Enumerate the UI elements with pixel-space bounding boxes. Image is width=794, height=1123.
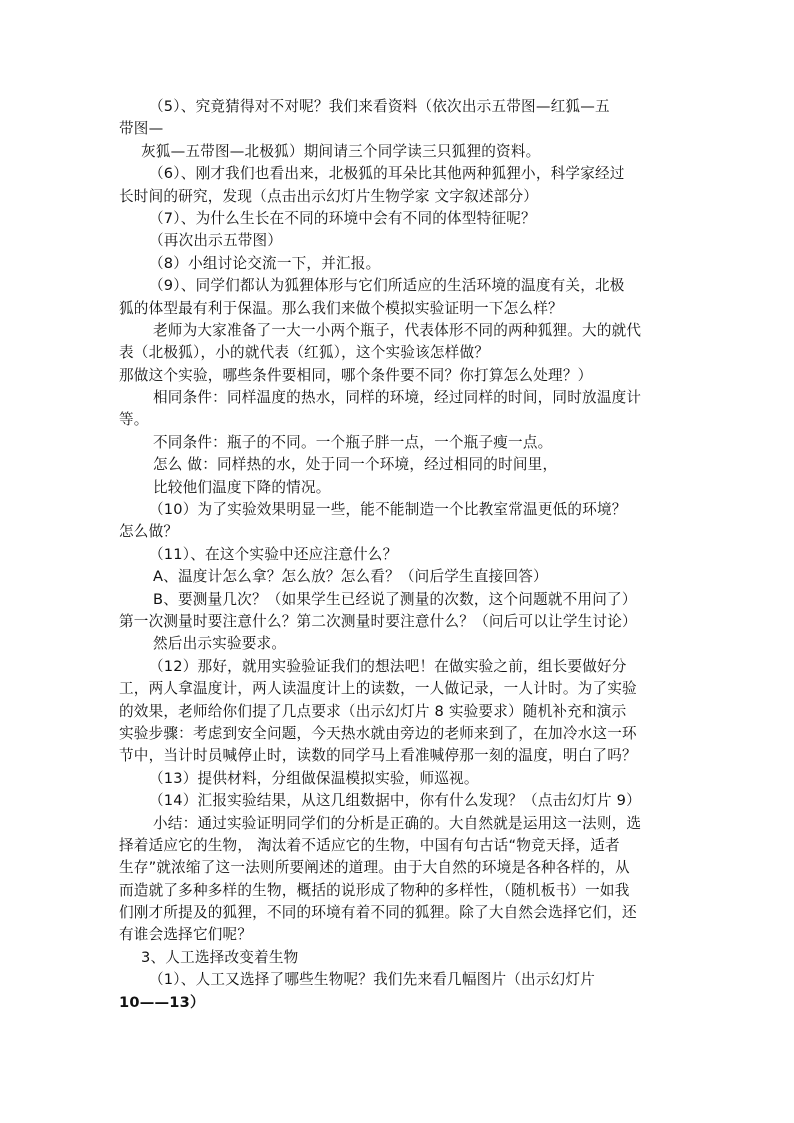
text-line: （1）、人工又选择了哪些生物呢？我们先来看几幅图片（出示幻灯片 [149,971,596,989]
text-line: 那做这个实验，哪些条件要相同，哪个条件要不同？你打算怎么处理？） [119,366,593,384]
text-line: （10）为了实验效果明显一些，能不能制造一个比教室常温更低的环境？ [149,501,627,519]
text-line: 生存”就浓缩了这一法则所要阐述的道理。由于大自然的环境是各种各样的，从 [119,859,630,877]
text-line: 然后出示实验要求。 [153,635,287,653]
text-line: 等。 [119,411,149,429]
text-line: 们刚才所提及的狐狸，不同的环境有着不同的狐狸。除了大自然会选择它们，还 [119,904,637,922]
text-line: 择着适应它的生物， 淘汰着不适应它的生物，中国有句古话“物竞天择，适者 [119,836,620,854]
text-line: 3、人工选择改变着生物 [141,948,299,966]
text-line: 灰狐—五带图—北极狐）期间请三个同学读三只狐狸的资料。 [141,142,541,160]
text-line: （7）、为什么生长在不同的环境中会有不同的体型特征呢？ [149,209,536,227]
text-line: 10——13） [119,993,205,1011]
text-line: 怎么做？ [119,523,179,541]
text-line: 第一次测量时要注意什么？第二次测量时要注意什么？（问后可以让学生讨论） [119,612,637,630]
text-line: （9）、同学们都认为狐狸体形与它们所适应的生活环境的温度有关，北极 [149,277,625,295]
text-line: 表（北极狐），小的就代表（红狐），这个实验该怎样做？ [119,344,490,362]
text-line: （13）提供材料，分组做保温模拟实验，师巡视。 [149,769,479,787]
text-line: （14）汇报实验结果，从这几组数据中，你有什么发现？（点击幻灯片 9） [149,792,641,810]
text-line: 带图— [119,120,164,138]
text-line: 工，两人拿温度计，两人读温度计上的读数，一人做记录，一人计时。为了实验 [119,680,637,698]
text-line: B、要测量几次？（如果学生已经说了测量的次数，这个问题就不用问了） [153,590,637,608]
text-line: （8）小组讨论交流一下，并汇报。 [149,254,381,272]
text-line: 有谁会选择它们呢？ [119,926,253,944]
text-line: 相同条件：同样温度的热水，同样的环境，经过同样的时间，同时放温度计 [153,389,642,407]
text-line: 而造就了多种多样的生物，概括的说形成了物种的多样性，（随机板书）一如我 [119,881,630,899]
text-line: （6）、刚才我们也看出来，北极狐的耳朵比其他两种狐狸小，科学家经过 [149,165,625,183]
text-line: （11）、在这个实验中还应注意什么？ [149,545,398,563]
text-line: （再次出示五带图） [149,232,283,250]
text-line: 不同条件：瓶子的不同。一个瓶子胖一点，一个瓶子瘦一点。 [153,433,553,451]
text-line: A、温度计怎么拿？怎么放？怎么看？（问后学生直接回答） [153,568,548,586]
text-line: 实验步骤：考虑到安全问题，今天热水就由旁边的老师来到了，在加冷水这一环 [119,724,637,742]
text-line: （12）那好，就用实验验证我们的想法吧！在做实验之前，组长要做好分 [149,657,627,675]
text-line: 比较他们温度下降的情况。 [153,478,331,496]
text-line: 节中，当计时员喊停止时，读数的同学马上看准喊停那一刻的温度，明白了吗？ [119,747,637,765]
text-line: 怎么 做：同样热的水，处于同一个环境，经过相同的时间里， [153,456,558,474]
text-line: 小结：通过实验证明同学们的分析是正确的。大自然就是运用这一法则，选 [153,814,642,832]
text-line: （5）、究竟猜得对不对呢？我们来看资料（依次出示五带图—红狐—五 [149,98,610,115]
text-line: 长时间的研究，发现（点击出示幻灯片生物学家 文字叙述部分） [119,187,539,205]
document-body [119,96,683,1014]
text-line: 的效果，老师给你们提了几点要求（出示幻灯片 8 实验要求）随机补充和演示 [119,702,627,720]
text-line: 狐的体型最有利于保温。那么我们来做个模拟实验证明一下怎么样？ [119,299,563,317]
text-line: 老师为大家准备了一大一小两个瓶子，代表体形不同的两种狐狸。大的就代 [153,321,642,339]
